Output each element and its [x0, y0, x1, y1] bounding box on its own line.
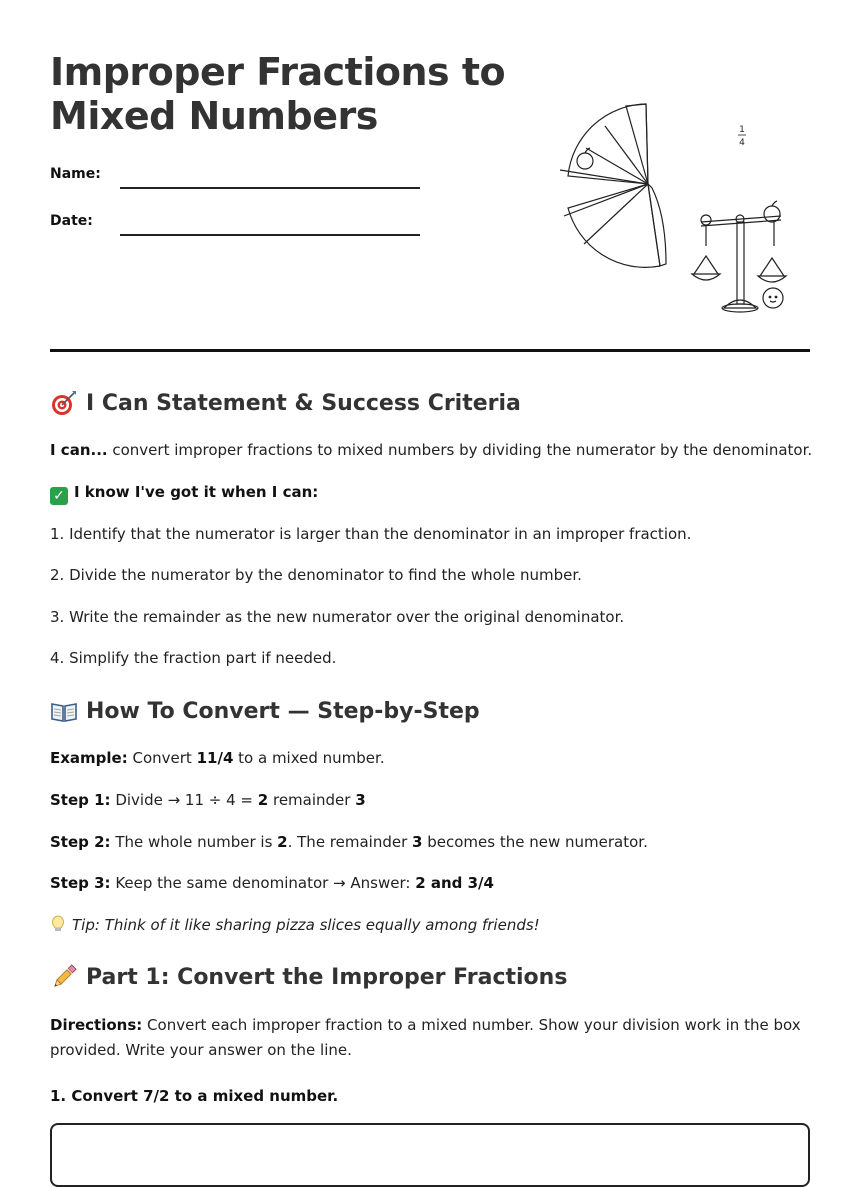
section-howto-heading: [50, 697, 480, 725]
ican-text: convert improper fractions to mixed numbers by dividing the numerator by the denominator.: [107, 441, 813, 459]
check-icon: ✓: [50, 487, 68, 505]
ican-statement: [50, 438, 813, 463]
step-1-text: remainder: [268, 791, 356, 809]
section-howto-title: How To Convert — Step-by-Step: [86, 698, 480, 724]
step-1-remainder: 3: [355, 791, 366, 809]
header-illustration: [548, 96, 798, 318]
section-ican-title: I Can Statement & Success Criteria: [86, 390, 521, 416]
date-line: [120, 234, 420, 236]
page-title: [50, 50, 505, 138]
directions-label: Directions:: [50, 1016, 143, 1034]
title-line-2: Mixed Numbers: [50, 94, 378, 138]
step-2-label: Step 2:: [50, 833, 111, 851]
step-2-remainder: 3: [412, 833, 423, 851]
name-line: [120, 187, 420, 189]
example-text: to a mixed number.: [233, 749, 385, 767]
section-ican-heading: [50, 389, 521, 417]
tip-text: Tip: Think of it like sharing pizza slices equally among friends!: [72, 916, 540, 934]
example-label: Example:: [50, 749, 128, 767]
directions-body: Convert each improper fraction to a mixed number. Show your division work in the box provided. Write your answer on the line.: [50, 1016, 801, 1059]
step-2-text: becomes the new numerator.: [422, 833, 648, 851]
step-1: [50, 788, 810, 813]
art-fraction-denominator: 4: [739, 138, 745, 148]
ican-label: I can...: [50, 441, 108, 459]
work-box-1[interactable]: [50, 1123, 810, 1187]
criteria-heading: [50, 480, 810, 505]
step-2-text: . The remainder: [287, 833, 413, 851]
criteria-item: 2. Divide the numerator by the denominator to find the whole number.: [50, 566, 582, 584]
pizza-slices-icon: [560, 104, 666, 267]
step-2: [50, 830, 810, 855]
date-label: Date:: [50, 213, 93, 229]
criteria-item: 1. Identify that the numerator is larger than the denominator in an improper fraction.: [50, 525, 692, 543]
pencil-icon: [50, 963, 78, 991]
criteria-item: 3. Write the remainder as the new numerator over the original denominator.: [50, 608, 625, 626]
example-fraction: 11/4: [196, 749, 234, 767]
book-icon: [50, 697, 78, 725]
step-3: [50, 871, 810, 896]
example-text: Convert: [127, 749, 197, 767]
name-label: Name:: [50, 166, 101, 182]
art-fraction-numerator: 1: [739, 125, 745, 135]
title-line-1: Improper Fractions to: [50, 50, 506, 94]
section-part1-heading: [50, 963, 567, 991]
step-3-label: Step 3:: [50, 874, 111, 892]
criteria-heading-text: I know I've got it when I can:: [74, 483, 319, 501]
balance-scale-icon: [692, 201, 786, 312]
target-icon: [50, 389, 78, 417]
section-part1-title: Part 1: Convert the Improper Fractions: [86, 964, 568, 990]
step-1-text: Divide → 11 ÷ 4 =: [110, 791, 258, 809]
example-line: [50, 746, 810, 771]
step-3-text: Keep the same denominator → Answer:: [110, 874, 416, 892]
criteria-item: 4. Simplify the fraction part if needed.: [50, 649, 337, 667]
directions-text: [50, 1013, 810, 1063]
question-1: 1. Convert 7/2 to a mixed number.: [50, 1087, 339, 1105]
header-divider: [50, 349, 810, 352]
step-1-whole: 2: [257, 791, 269, 809]
lightbulb-icon: [50, 915, 66, 933]
step-3-answer: 2 and 3/4: [415, 874, 494, 892]
step-2-text: The whole number is: [110, 833, 278, 851]
step-1-label: Step 1:: [50, 791, 111, 809]
step-2-whole: 2: [277, 833, 288, 851]
tip-line: [50, 913, 810, 938]
